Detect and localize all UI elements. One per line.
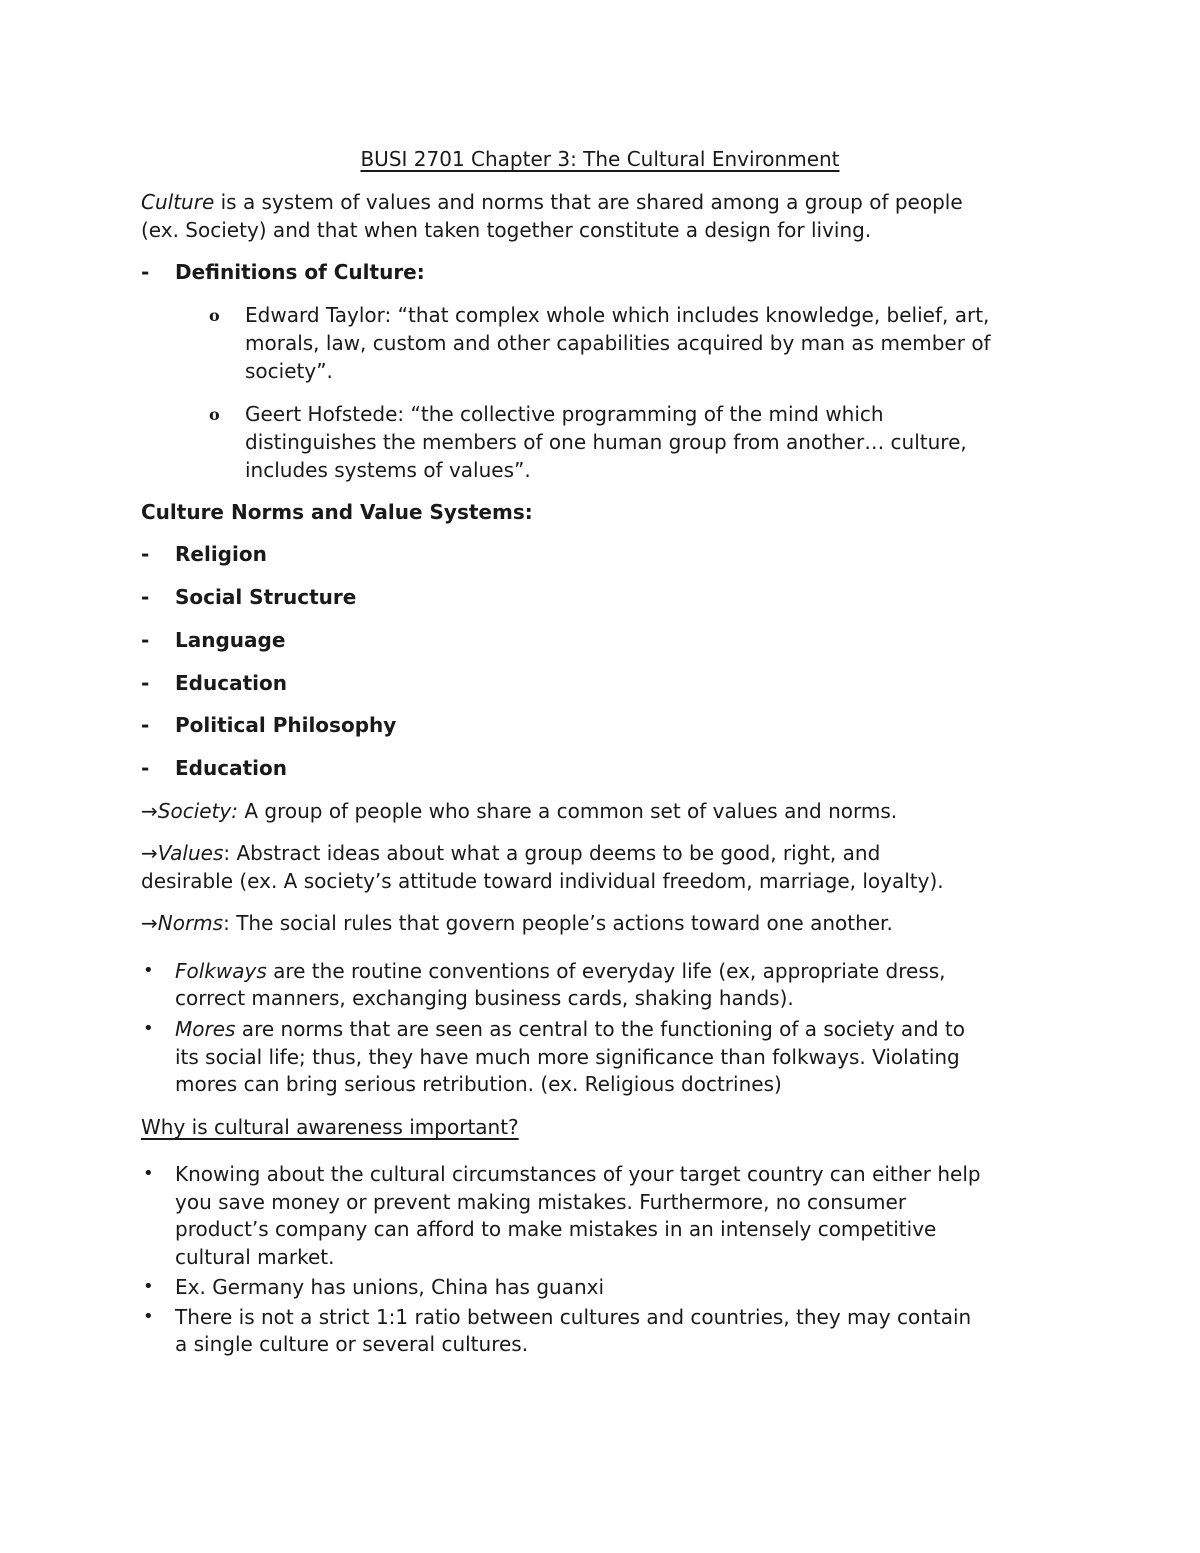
definition-hofstede-line-2: distinguishes the members of one human group from another… culture, (245, 430, 967, 454)
mores-line-1: Mores are norms that are seen as central to the functioning of a society and to (175, 1017, 965, 1041)
dash-marker: - (141, 671, 150, 695)
definition-taylor-line-3: society”. (245, 359, 333, 383)
awareness-item-2-line-1: Ex. Germany has unions, China has guanxi (175, 1275, 605, 1299)
bullet-marker: • (143, 960, 154, 981)
norms-section-heading: Culture Norms and Value Systems: (141, 500, 533, 524)
dash-marker: - (141, 713, 150, 737)
circle-bullet-marker: o (209, 405, 220, 424)
dash-marker: - (141, 628, 150, 652)
norms-item-education-2: Education (175, 756, 287, 780)
bullet-marker: • (143, 1163, 154, 1184)
bullet-marker: • (143, 1018, 154, 1039)
intro-line-1: Culture is a system of values and norms that are shared among a group of people (141, 190, 963, 214)
definition-hofstede-line-1: Geert Hofstede: “the collective programming of the mind which (245, 402, 884, 426)
bullet-marker: • (143, 1276, 154, 1297)
norms-item-social-structure: Social Structure (175, 585, 357, 609)
awareness-item-1-line-2: you save money or prevent making mistakes. Furthermore, no consumer (175, 1190, 907, 1214)
awareness-item-1-line-3: product’s company can afford to make mistakes in an intensely competitive (175, 1217, 937, 1241)
awareness-item-3-line-2: a single culture or several cultures. (175, 1332, 529, 1356)
definition-taylor-line-1: Edward Taylor: “that complex whole which includes knowledge, belief, art, (245, 303, 990, 327)
definition-taylor-line-2: morals, law, custom and other capabilities acquired by man as member of (245, 331, 991, 355)
folkways-line-1: Folkways are the routine conventions of everyday life (ex, appropriate dress, (175, 959, 946, 983)
dash-marker: - (141, 585, 150, 609)
page-title: BUSI 2701 Chapter 3: The Cultural Environment (360, 147, 840, 171)
mores-line-2: its social life; thus, they have much more significance than folkways. Violating (175, 1045, 960, 1069)
arrow-icon: → (141, 911, 158, 935)
values-definition-line-1: →Values: Abstract ideas about what a group deems to be good, right, and (141, 841, 881, 865)
dash-marker: - (141, 260, 150, 284)
society-definition: →Society: A group of people who share a common set of values and norms. (141, 799, 898, 823)
awareness-item-1-line-4: cultural market. (175, 1245, 335, 1269)
norms-item-religion: Religion (175, 542, 267, 566)
awareness-item-3-line-1: There is not a strict 1:1 ratio between cultures and countries, they may contain (175, 1305, 972, 1329)
dash-marker: - (141, 542, 150, 566)
awareness-heading: Why is cultural awareness important? (141, 1115, 519, 1139)
norms-item-language: Language (175, 628, 286, 652)
mores-line-3: mores can bring serious retribution. (ex. Religious doctrines) (175, 1072, 782, 1096)
intro-term: Culture (141, 190, 215, 214)
norms-item-political-philosophy: Political Philosophy (175, 713, 397, 737)
values-definition-line-2: desirable (ex. A society’s attitude toward individual freedom, marriage, loyalty). (141, 869, 944, 893)
arrow-icon: → (141, 799, 158, 823)
dash-marker: - (141, 756, 150, 780)
awareness-item-1-line-1: Knowing about the cultural circumstances of your target country can either help (175, 1162, 981, 1186)
bullet-marker: • (143, 1306, 154, 1327)
definitions-heading: Definitions of Culture: (175, 260, 425, 284)
intro-line-2: (ex. Society) and that when taken together constitute a design for living. (141, 218, 872, 242)
norms-item-education: Education (175, 671, 287, 695)
arrow-icon: → (141, 841, 158, 865)
norms-definition: →Norms: The social rules that govern people’s actions toward one another. (141, 911, 893, 935)
circle-bullet-marker: o (209, 306, 220, 325)
folkways-line-2: correct manners, exchanging business cards, shaking hands). (175, 986, 794, 1010)
definition-hofstede-line-3: includes systems of values”. (245, 458, 531, 482)
